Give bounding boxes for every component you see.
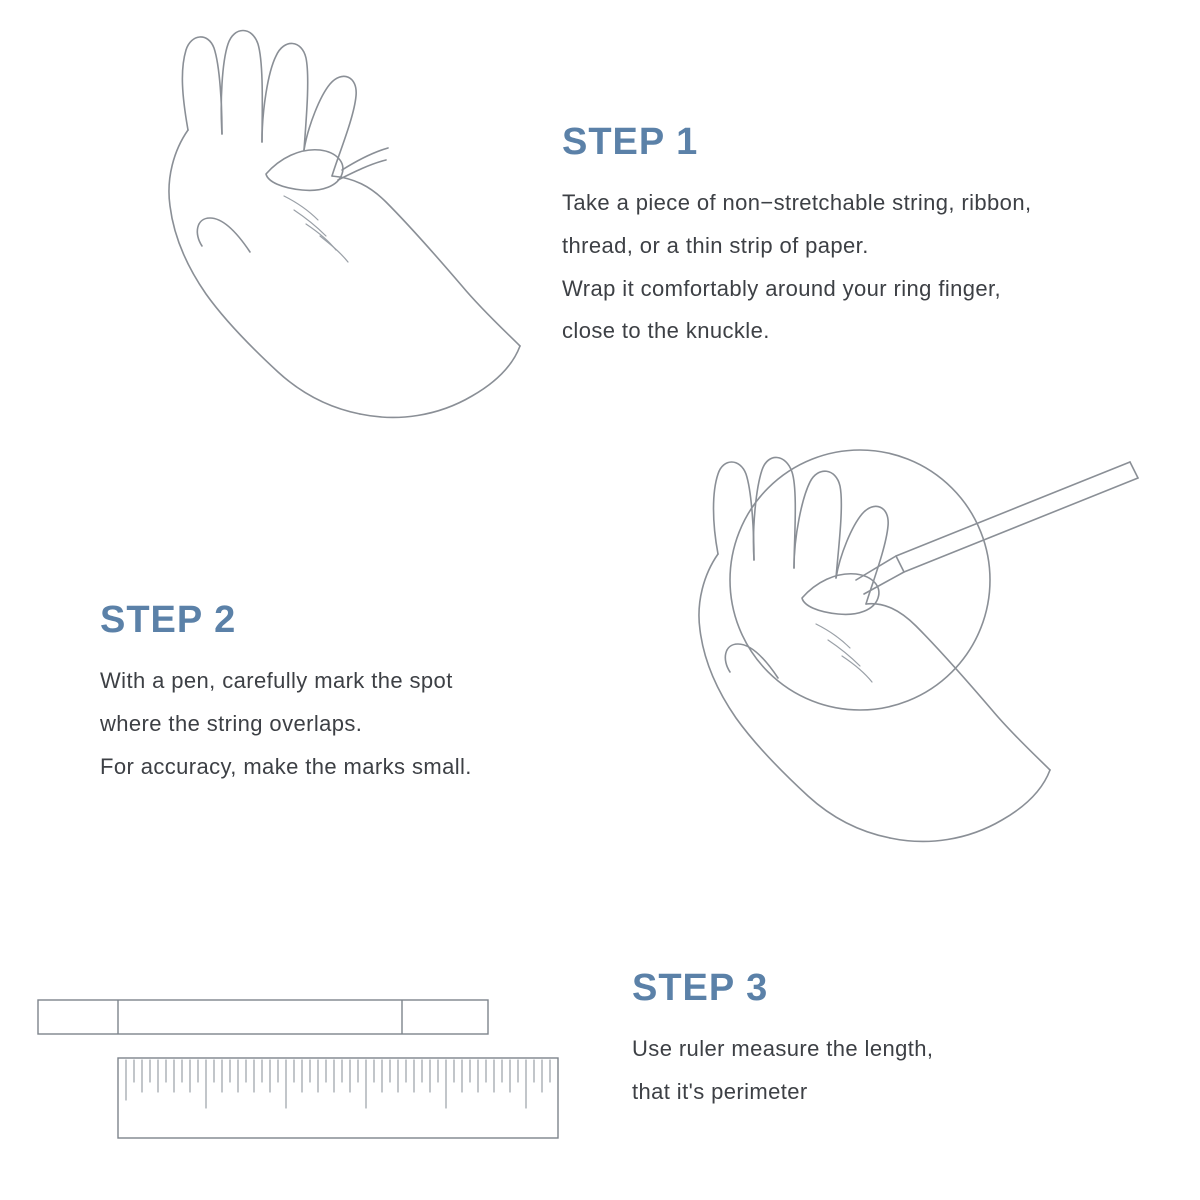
step1-title: STEP 1 — [562, 121, 699, 163]
step3-text-block — [632, 968, 1152, 1114]
step1-body — [562, 182, 1192, 354]
step1-line-3: Wrap it comfortably around your ring finger, — [562, 275, 1002, 301]
step3-line-1: Use ruler measure the length, — [632, 1035, 934, 1061]
step3-line-2: that it's perimeter — [632, 1078, 808, 1104]
step1-line-1: Take a piece of non−stretchable string, ribbon, — [562, 189, 1032, 215]
step2-body — [100, 660, 600, 789]
step2-line-1: With a pen, carefully mark the spot — [100, 667, 453, 693]
step3-illustration-strip-and-ruler — [20, 960, 590, 1160]
step2-line-3: For accuracy, make the marks small. — [100, 753, 472, 779]
step3-title: STEP 3 — [632, 967, 769, 1009]
step2-illustration-pen-marking-string — [660, 448, 1160, 848]
step2-title: STEP 2 — [100, 599, 237, 641]
step1-illustration-hand-with-string — [70, 10, 530, 430]
step1-text-block — [562, 122, 1192, 353]
step1-line-4: close to the knuckle. — [562, 318, 770, 344]
step3-body — [632, 1028, 1152, 1114]
step2-line-2: where the string overlaps. — [100, 710, 363, 736]
step2-text-block — [100, 600, 600, 788]
step1-line-2: thread, or a thin strip of paper. — [562, 232, 869, 258]
